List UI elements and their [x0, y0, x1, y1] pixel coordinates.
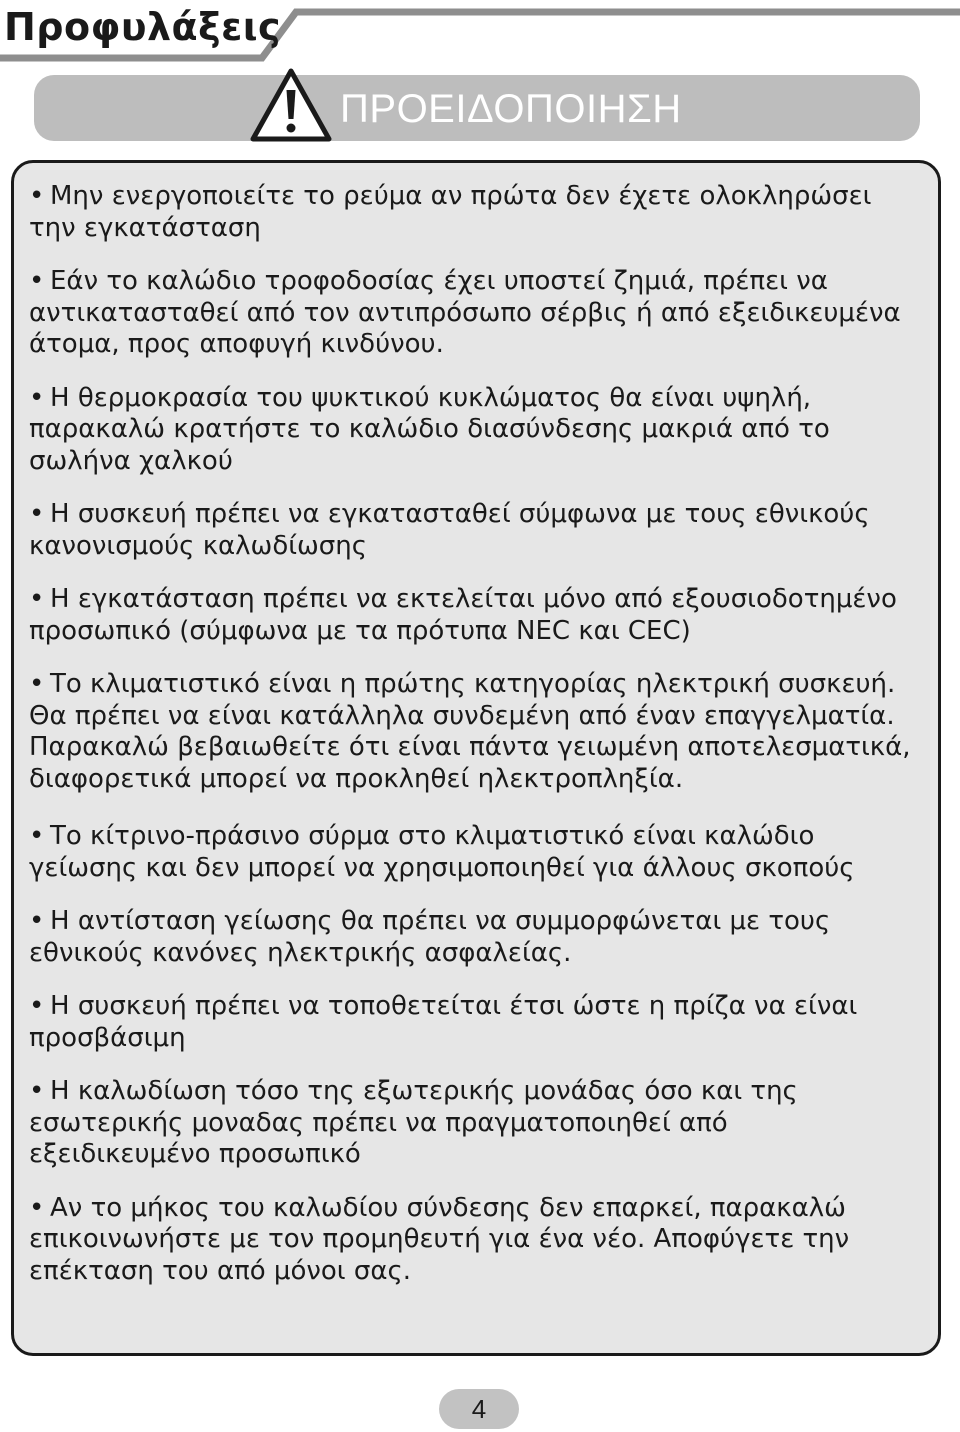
list-item [29, 821, 912, 884]
list-item [29, 181, 912, 244]
bullet: • [29, 669, 45, 699]
list-item-text: Αν το μήκος του καλωδίου σύνδεσης δεν επαρκεί, παρακαλώ επικοινωνήστε με τον προμηθευτή για ένα νέο. Αποφύγετε την επέκταση του από μόνοι σας. [29, 1192, 850, 1286]
list-item-text: Εάν το καλώδιο τροφοδοσίας έχει υποστεί ζημιά, πρέπει να αντικατασταθεί από τον αντιπρόσωπο σέρβις ή από εξειδικευμένα άτομα, προς αποφυγή κινδύνου. [29, 266, 901, 359]
list-item [29, 383, 912, 478]
bullet: • [29, 821, 45, 851]
list-item [29, 991, 912, 1054]
list-item [29, 584, 912, 647]
list-item [29, 669, 912, 795]
bullet: • [29, 906, 45, 936]
bullet: • [29, 1076, 45, 1106]
page-title: Προφυλάξεις [4, 5, 282, 49]
list-item-text: Η καλωδίωση τόσο της εξωτερικής μονάδας όσο και της εσωτερικής μοναδας πρέπει να πραγματοποιηθεί από εξειδικευμένο προσωπικό [29, 1076, 798, 1169]
list-item-text: Η θερμοκρασία του ψυκτικού κυκλώματος θα είναι υψηλή, παρακαλώ κρατήστε το καλώδιο διασύνδεσης μακριά από το σωλήνα χαλκού [29, 382, 830, 476]
precautions-box [11, 160, 941, 1356]
list-item [29, 1193, 912, 1288]
list-item-text: Μην ενεργοποιείτε το ρεύμα αν πρώτα δεν έχετε ολοκληρώσει την εγκατάσταση [29, 181, 872, 243]
list-item [29, 906, 912, 969]
bullet: • [29, 584, 45, 614]
list-item-text: Η συσκευή πρέπει να εγκατασταθεί σύμφωνα με τους εθνικούς κανονισμούς καλωδίωσης [29, 499, 870, 561]
page-header [0, 0, 960, 62]
list-item-text: Το κλιματιστικό είναι η πρώτης κατηγορίας ηλεκτρική συσκευή. Θα πρέπει να είναι κατάλληλα συνδεμένη από έναν επαγγελματία. Παρακαλώ βεβαιωθείτε ότι είναι πάντα γειωμένη αποτελεσματικά, διαφορετικά μπορεί να προκληθεί ηλεκτροπληξία. [29, 669, 911, 794]
list-item-text: Το κίτρινο-πράσινο σύρμα στο κλιματιστικό είναι καλώδιο γείωσης και δεν μπορεί να χρησιμοποιηθεί για άλλους σκοπούς [29, 821, 855, 883]
bullet: • [29, 266, 45, 296]
list-item [29, 266, 912, 361]
list-item [29, 1076, 912, 1171]
bullet: • [29, 181, 45, 211]
bullet: • [29, 991, 45, 1021]
bullet: • [29, 1192, 45, 1223]
page-number: 4 [439, 1389, 519, 1429]
warning-triangle-icon [248, 66, 334, 144]
list-item [29, 499, 912, 562]
list-item-text: Η αντίσταση γείωσης θα πρέπει να συμμορφώνεται με τους εθνικούς κανόνες ηλεκτρικής ασφαλείας. [29, 906, 831, 968]
bullet: • [29, 382, 45, 413]
precautions-list [14, 163, 938, 1287]
warning-title: ΠΡΟΕΙΔΟΠΟΙΗΣΗ [340, 87, 682, 131]
list-item-text: Η εγκατάσταση πρέπει να εκτελείται μόνο από εξουσιοδοτημένο προσωπικό (σύμφωνα με τα πρότυπα NEC και CEC) [29, 584, 897, 646]
list-item-text: Η συσκευή πρέπει να τοποθετείται έτσι ώστε η πρίζα να είναι προσβάσιμη [29, 991, 858, 1053]
bullet: • [29, 499, 45, 529]
